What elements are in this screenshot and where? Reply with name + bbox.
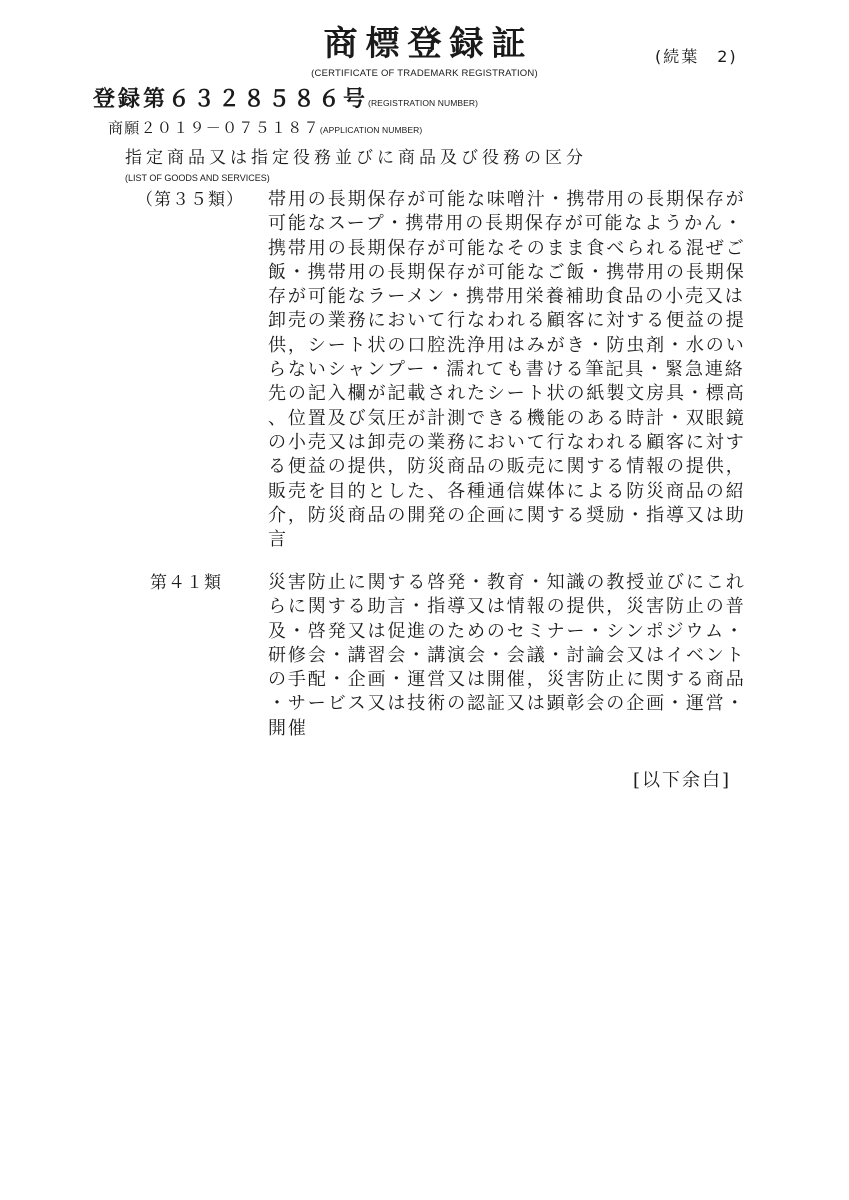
description-line: 存が可能なラーメン・携帯用栄養補助食品の小売又は [268, 286, 745, 308]
application-number-row [108, 118, 422, 140]
description-line: 帯用の長期保存が可能な味噌汁・携帯用の長期保存が [268, 189, 746, 210]
certificate-title: 商標登録証 [323, 24, 534, 64]
description-line: ・サービス又は技術の認証又は顕彰会の企画・運営・ [268, 693, 746, 715]
registration-number-label: (REGISTRATION NUMBER) [368, 98, 479, 108]
description-line: 飯・携帯用の長期保存が可能なご飯・携帯用の長期保 [268, 261, 746, 283]
description-line: 、位置及び気圧が計測できる機能のある時計・双眼鏡 [268, 407, 746, 429]
description-line: の小売又は卸売の業務において行なわれる顧客に対す [268, 431, 746, 453]
description-line: 言 [268, 529, 288, 551]
description-line: の手配・企画・運営又は開催，災害防止に関する商品 [268, 669, 746, 691]
description-line: らに関する助言・指導又は情報の提供，災害防止の普 [268, 596, 746, 618]
description-line: 介，防災商品の開発の企画に関する奨励・指導又は助 [268, 504, 746, 526]
description-line: 先の記入欄が記載されたシート状の紙製文房具・標高 [268, 383, 746, 405]
registration-number: 登録第６３２８５８６号 [93, 87, 369, 112]
description-line: 供，シート状の口腔洗浄用はみがき・防虫剤・水のい [268, 334, 746, 356]
class-35-label: （第３５類） [136, 190, 244, 210]
description-line: 販売を目的とした、各種通信媒体による防災商品の紹 [268, 480, 746, 502]
description-line: る便益の提供，防災商品の販売に関する情報の提供， [268, 456, 746, 478]
goods-services-heading: 指定商品又は指定役務並びに商品及び役務の区分 [125, 148, 587, 168]
description-line: 研修会・講習会・講演会・会議・討論会又はイベント [268, 644, 746, 666]
description-line: 卸売の業務において行なわれる顧客に対する便益の提 [268, 310, 746, 332]
application-number-label: (APPLICATION NUMBER) [319, 125, 423, 135]
description-line: らないシャンプー・濡れても書ける筆記具・緊急連絡 [268, 359, 745, 381]
application-number: 商願２０１９－０７５１８７ [108, 119, 320, 137]
registration-number-row [93, 86, 478, 117]
certificate-title-english: (CERTIFICATE OF TRADEMARK REGISTRATION) [311, 68, 538, 79]
class-41-label: 第４１類 [150, 573, 222, 593]
description-line: 可能なスープ・携帯用の長期保存が可能なようかん・ [268, 213, 744, 235]
description-line: 携帯用の長期保存が可能なそのまま食べられる混ぜご [268, 237, 746, 259]
class-35-description [268, 188, 758, 552]
goods-services-heading-english: (LIST OF GOODS AND SERVICES) [125, 173, 270, 183]
class-41-description [268, 571, 758, 741]
description-line: 開催 [268, 717, 308, 739]
end-of-list-mark: [以下余白] [633, 770, 732, 791]
description-line: 災害防止に関する啓発・教育・知識の教授並びにこれ [268, 572, 746, 593]
continuation-page-number: (続葉 2) [655, 47, 738, 66]
description-line: 及・啓発又は促進のためのセミナー・シンポジウム・ [268, 620, 745, 642]
